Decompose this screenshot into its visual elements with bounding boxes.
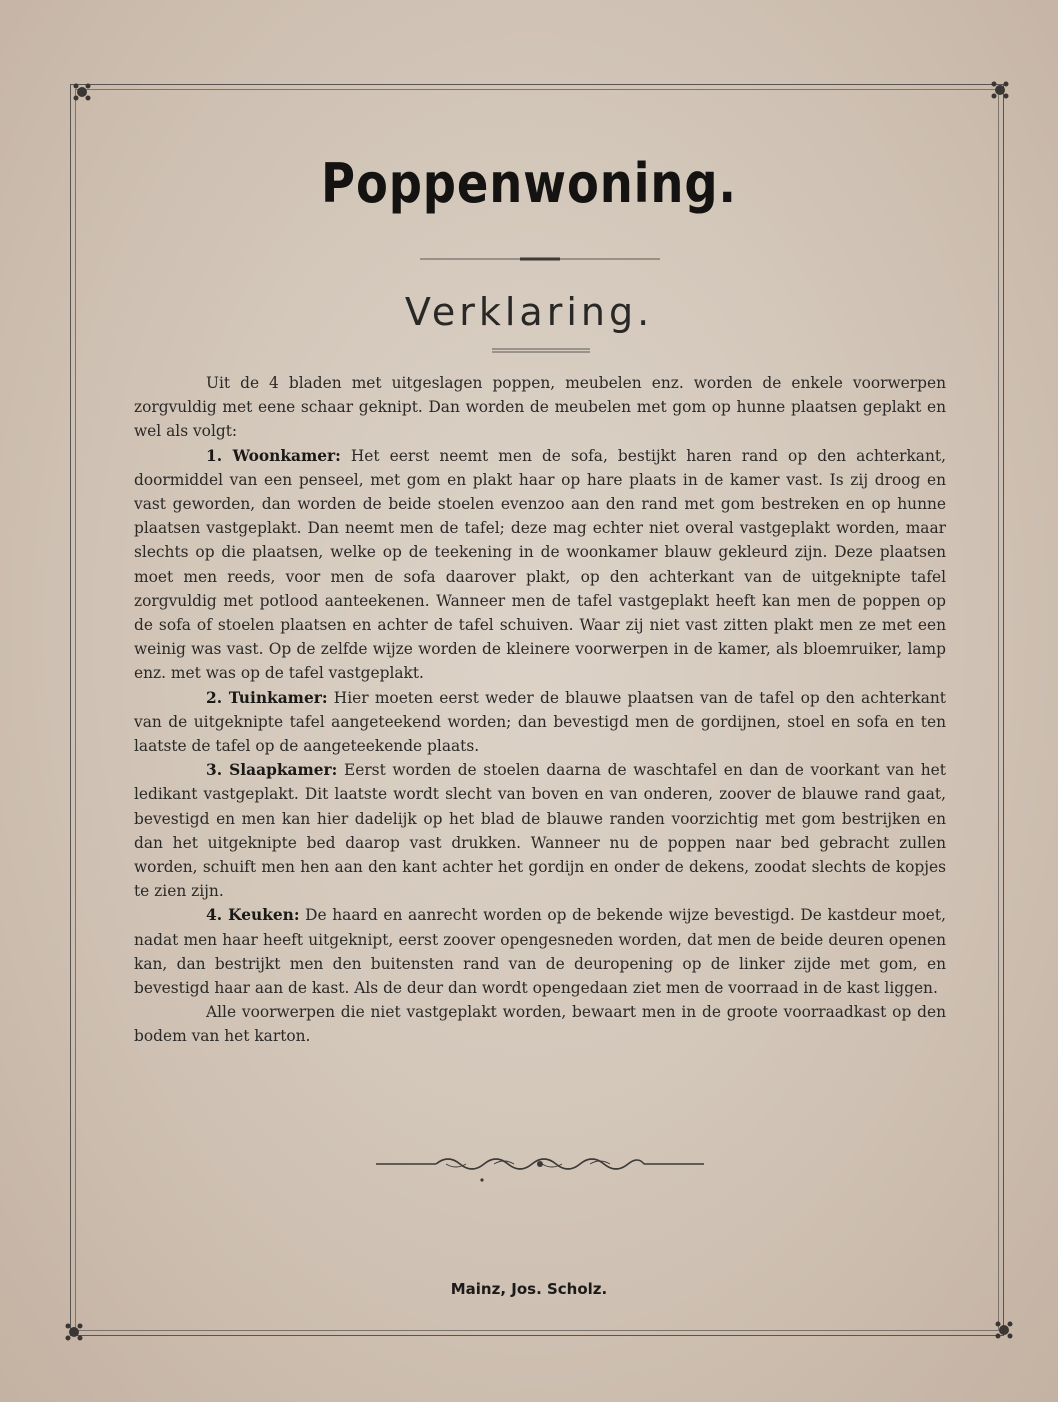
section-heading: 1. Woonkamer:: [206, 446, 341, 465]
flourish-ornament-icon: [376, 1150, 704, 1184]
closing-paragraph: Alle voorwerpen die niet vastgeplakt worden, bewaart men in de groote voorraadkast op den bodem van het karton.: [134, 1003, 946, 1046]
section-text: Het eerst neemt men de sofa, bestijkt haren rand op den achterkant, doormiddel van een penseel, met gom en plakt haar op hare plaats in de kamer vast. Is zij droog en vast geworden, dan worden de beide stoelen evenzoo aan den rand met gom bestreken en op hunne plaatsen vastgeplakt. Dan neemt men de tafel; deze mag echter niet overal vastgeplakt worden, maar slechts op die plaatsen, welke op de teekening in de woonkamer blauw gekleurd zijn. Deze plaatsen moet men reeds, voor men de sofa daarover plakt, op den achterkant van de uitgeknipte tafel zorgvuldig met potlood aanteekenen. Wanneer men de tafel vastgeplakt heeft kan men de poppen op de sofa of stoelen plaatsen en achter de tafel schuiven. Waar zij niet vast zitten plakt men ze met een weinig was vast. Op de zelfde wijze worden de kleinere voorwerpen in de kamer, als bloemruiker, lamp enz. met was op de tafel vastgeplakt.: [134, 446, 946, 683]
section-paragraph: [134, 903, 946, 1000]
document-title: Poppenwoning.: [321, 152, 737, 215]
corner-ornament-icon: [64, 1322, 84, 1342]
corner-ornament-icon: [72, 82, 92, 102]
corner-ornament-icon: [990, 80, 1010, 100]
title-divider: [420, 256, 660, 262]
section-heading: 2. Tuinkamer:: [206, 688, 328, 707]
intro-paragraph: Uit de 4 bladen met uitgeslagen poppen, meubelen enz. worden de enkele voorwerpen zorgvuldig met eene schaar geknipt. Dan worden de meubelen met gom op hunne plaatsen geplakt en wel als volgt:: [134, 374, 946, 441]
section-heading: 4. Keuken:: [206, 906, 300, 925]
section-paragraph: [134, 444, 946, 686]
section-paragraph: [134, 686, 946, 759]
corner-ornament-icon: [994, 1320, 1014, 1340]
section-text: De haard en aanrecht worden op de bekende wijze bevestigd. De kastdeur moet, nadat men haar heeft uitgeknipt, eerst zoover opengesneden worden, dat men de beide deuren openen kan, dan bestrijkt men den buitensten rand van de deuropening op de linker zijde met gom, en bevestigd haar aan de kast. Als de deur dan wordt opengedaan ziet men de voorraad in de kast liggen.: [134, 906, 946, 998]
subtitle-divider: [492, 348, 590, 353]
publisher-imprint: Mainz, Jos. Scholz.: [450, 1280, 608, 1298]
instructions-text: [134, 371, 946, 1049]
section-heading: 3. Slaapkamer:: [206, 761, 338, 780]
section-paragraph: [134, 758, 946, 903]
document-subtitle: Verklaring.: [404, 290, 654, 334]
section-text: Eerst worden de stoelen daarna de waschtafel en dan de voorkant van het ledikant vastgeplakt. Dit laatste wordt slecht van boven en van onderen, zoover de blauwe rand gaat, bevestigd en men kan hier dadelijk op het blad de blauwe randen voorzichtig met gom bestrijken en dan het uitgeknipte bed daarop vast drukken. Wanneer nu de poppen naar bed gebracht zullen worden, schuift men hen aan den kant achter het gordijn en onder de dekens, zoodat slechts de kopjes te zien zijn.: [134, 761, 946, 901]
section-text: Hier moeten eerst weder de blauwe plaatsen van de tafel op den achterkant van de uitgeknipte tafel aangeteekend worden; dan bevestigd men de gordijnen, stoel en sofa en ten laatste de tafel op de aangeteekende plaats.: [134, 688, 946, 756]
